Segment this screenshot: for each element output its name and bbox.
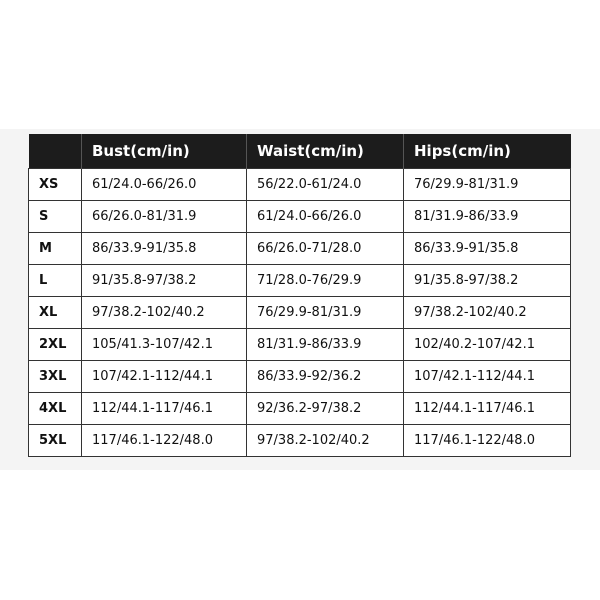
- header-waist: Waist(cm/in): [247, 134, 404, 169]
- waist-cell: 61/24.0-66/26.0: [247, 201, 404, 233]
- bust-cell: 66/26.0-81/31.9: [82, 201, 247, 233]
- table-row: [29, 361, 571, 393]
- hips-cell: 102/40.2-107/42.1: [404, 329, 571, 361]
- hips-cell: 76/29.9-81/31.9: [404, 169, 571, 201]
- hips-cell: 112/44.1-117/46.1: [404, 393, 571, 425]
- table-row: [29, 201, 571, 233]
- waist-cell: 71/28.0-76/29.9: [247, 265, 404, 297]
- hips-cell: 86/33.9-91/35.8: [404, 233, 571, 265]
- bust-cell: 112/44.1-117/46.1: [82, 393, 247, 425]
- size-chart-table: [28, 134, 571, 457]
- bust-cell: 91/35.8-97/38.2: [82, 265, 247, 297]
- bust-cell: 61/24.0-66/26.0: [82, 169, 247, 201]
- size-cell: L: [29, 265, 82, 297]
- table-row: [29, 297, 571, 329]
- bust-cell: 97/38.2-102/40.2: [82, 297, 247, 329]
- size-cell: M: [29, 233, 82, 265]
- hips-cell: 97/38.2-102/40.2: [404, 297, 571, 329]
- table-row: [29, 233, 571, 265]
- size-cell: 2XL: [29, 329, 82, 361]
- table-row: [29, 425, 571, 457]
- waist-cell: 86/33.9-92/36.2: [247, 361, 404, 393]
- size-cell: 4XL: [29, 393, 82, 425]
- size-cell: XS: [29, 169, 82, 201]
- waist-cell: 97/38.2-102/40.2: [247, 425, 404, 457]
- bust-cell: 117/46.1-122/48.0: [82, 425, 247, 457]
- hips-cell: 91/35.8-97/38.2: [404, 265, 571, 297]
- waist-cell: 92/36.2-97/38.2: [247, 393, 404, 425]
- waist-cell: 76/29.9-81/31.9: [247, 297, 404, 329]
- header-hips: Hips(cm/in): [404, 134, 571, 169]
- hips-cell: 107/42.1-112/44.1: [404, 361, 571, 393]
- bust-cell: 107/42.1-112/44.1: [82, 361, 247, 393]
- waist-cell: 56/22.0-61/24.0: [247, 169, 404, 201]
- table-row: [29, 329, 571, 361]
- table-row: [29, 265, 571, 297]
- bust-cell: 105/41.3-107/42.1: [82, 329, 247, 361]
- waist-cell: 66/26.0-71/28.0: [247, 233, 404, 265]
- hips-cell: 117/46.1-122/48.0: [404, 425, 571, 457]
- bust-cell: 86/33.9-91/35.8: [82, 233, 247, 265]
- header-bust: Bust(cm/in): [82, 134, 247, 169]
- table-row: [29, 393, 571, 425]
- hips-cell: 81/31.9-86/33.9: [404, 201, 571, 233]
- size-cell: 5XL: [29, 425, 82, 457]
- header-size-column: [29, 134, 82, 169]
- waist-cell: 81/31.9-86/33.9: [247, 329, 404, 361]
- size-cell: XL: [29, 297, 82, 329]
- header-row: [29, 134, 571, 169]
- size-cell: 3XL: [29, 361, 82, 393]
- table-row: [29, 169, 571, 201]
- size-cell: S: [29, 201, 82, 233]
